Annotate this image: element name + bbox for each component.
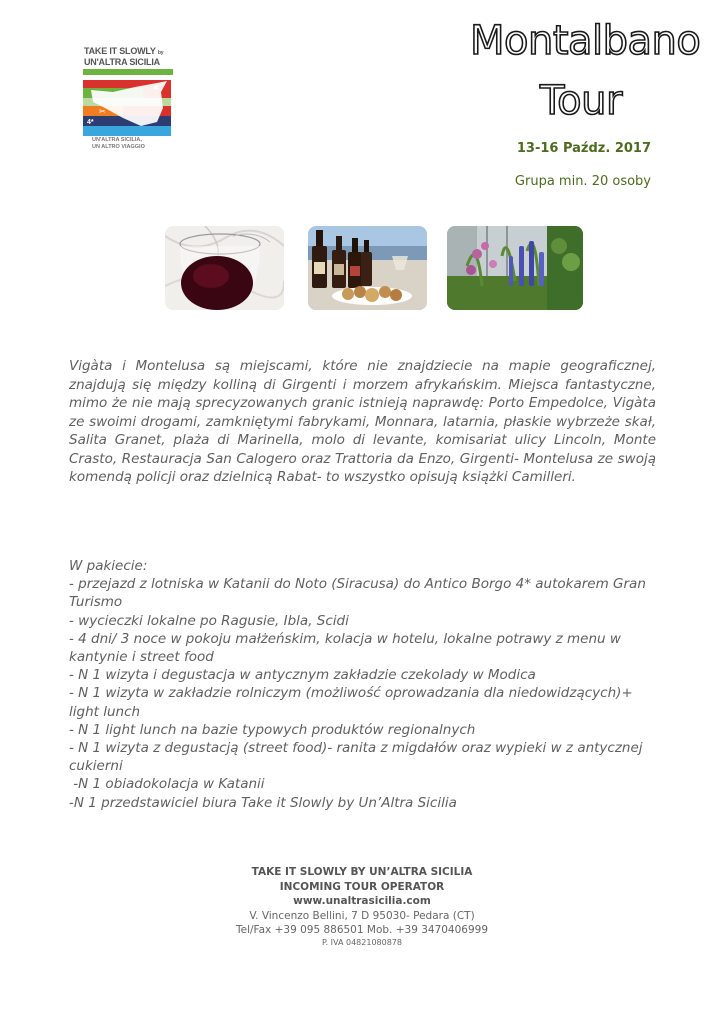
package-item: - N 1 wizyta i degustacja w antycznym zakładzie czekolady w Modica <box>69 667 536 684</box>
title-line2: Tour <box>540 78 622 124</box>
package-section <box>69 557 659 812</box>
footer-phone: Tel/Fax +39 095 886501 Mob. +39 3470406999 <box>235 924 489 936</box>
svg-text:✱: ✱ <box>153 85 159 92</box>
package-item: - N 1 wizyta z degustacją (street food)- ranita z migdałów oraz wypieki w z antycznej cukierni <box>69 740 643 775</box>
intro-paragraph: Vigàta i Montelusa są miejscami, które nie znajdziecie na mapie geograficznej, znajdują się między kolliną di Girgenti i morzem afrykańskim. Miejsca fantastyczne, mimo że nie mają sprecyzowanych granic istnieją naprawdę: Porto Empedolce, Vigàta ze swoimi drogami, zamkniętymi fabrykami, Monnara, latarnia, płaskie wybrzeże skał, Salita Granet, plaża di Marinella, molo di levante, komisariat ulicy Lincoln, Monte Crasto, Restauracja San Calogero oraz Trattoria da Enzo, Girgenti- Montelusa ze swoją komendą policji oraz dzielnicą Rabat- to wszystko opisują książki Camilleri. <box>69 358 656 485</box>
footer-vat: P. IVA 04821080878 <box>322 937 402 947</box>
wine-glass-photo <box>165 226 284 310</box>
logo-sub1: UN'ALTRA SICILIA, <box>92 137 142 143</box>
package-item: -N 1 przedstawiciel biura Take it Slowly by Un’Altra Sicilia <box>69 794 457 811</box>
group-size: Grupa min. 20 osoby <box>514 174 651 189</box>
footer-address: V. Vincenzo Bellini, 7 D 95030- Pedara (CT) <box>249 909 475 922</box>
company-logo <box>80 44 176 154</box>
wine-bottles-photo <box>308 226 427 310</box>
package-item: - przejazd z lotniska w Katanii do Noto (Siracusa) do Antico Borgo 4* autokarem Gran Turismo <box>69 576 646 611</box>
logo-line2: UN'ALTRA SICILIA <box>84 57 160 67</box>
footer-website-link[interactable]: www.unaltrasicilia.com <box>293 895 431 907</box>
logo-sub2: UN ALTRO VIAGGIO <box>92 144 145 150</box>
package-item: - 4 dni/ 3 noce w pokoju małżeńskim, kolacja w hotelu, lokalne potrawy z menu w kantynie i street food <box>69 630 621 666</box>
footer <box>150 865 574 948</box>
logo-line1: TAKE IT SLOWLY by <box>84 46 164 56</box>
package-heading: W pakiecie: <box>69 558 148 574</box>
package-item: -N 1 obiadokolacja w Katanii <box>69 776 265 793</box>
footer-role: INCOMING TOUR OPERATOR <box>279 880 445 893</box>
flowers-photo <box>447 226 583 310</box>
tour-title <box>460 12 720 126</box>
tour-date: 13-16 Paźdz. 2017 <box>516 141 651 156</box>
logo-green-bar <box>83 69 173 75</box>
footer-company: TAKE IT SLOWLY BY UN’ALTRA SICILIA <box>251 866 473 878</box>
sicily-map-icon <box>83 78 171 136</box>
package-item: - wycieczki lokalne po Ragusie, Ibla, Scidi <box>69 612 349 629</box>
svg-text:✂: ✂ <box>99 107 106 116</box>
package-item: - N 1 light lunch na bazie typowych produktów regionalnych <box>69 721 476 738</box>
svg-text:4*: 4* <box>87 119 94 126</box>
title-line1: Montalbano <box>470 18 701 64</box>
package-item: - N 1 wizyta w zakładzie rolniczym (możliwość oprowadzania dla niedowidzących)+ light lunch <box>69 685 633 720</box>
